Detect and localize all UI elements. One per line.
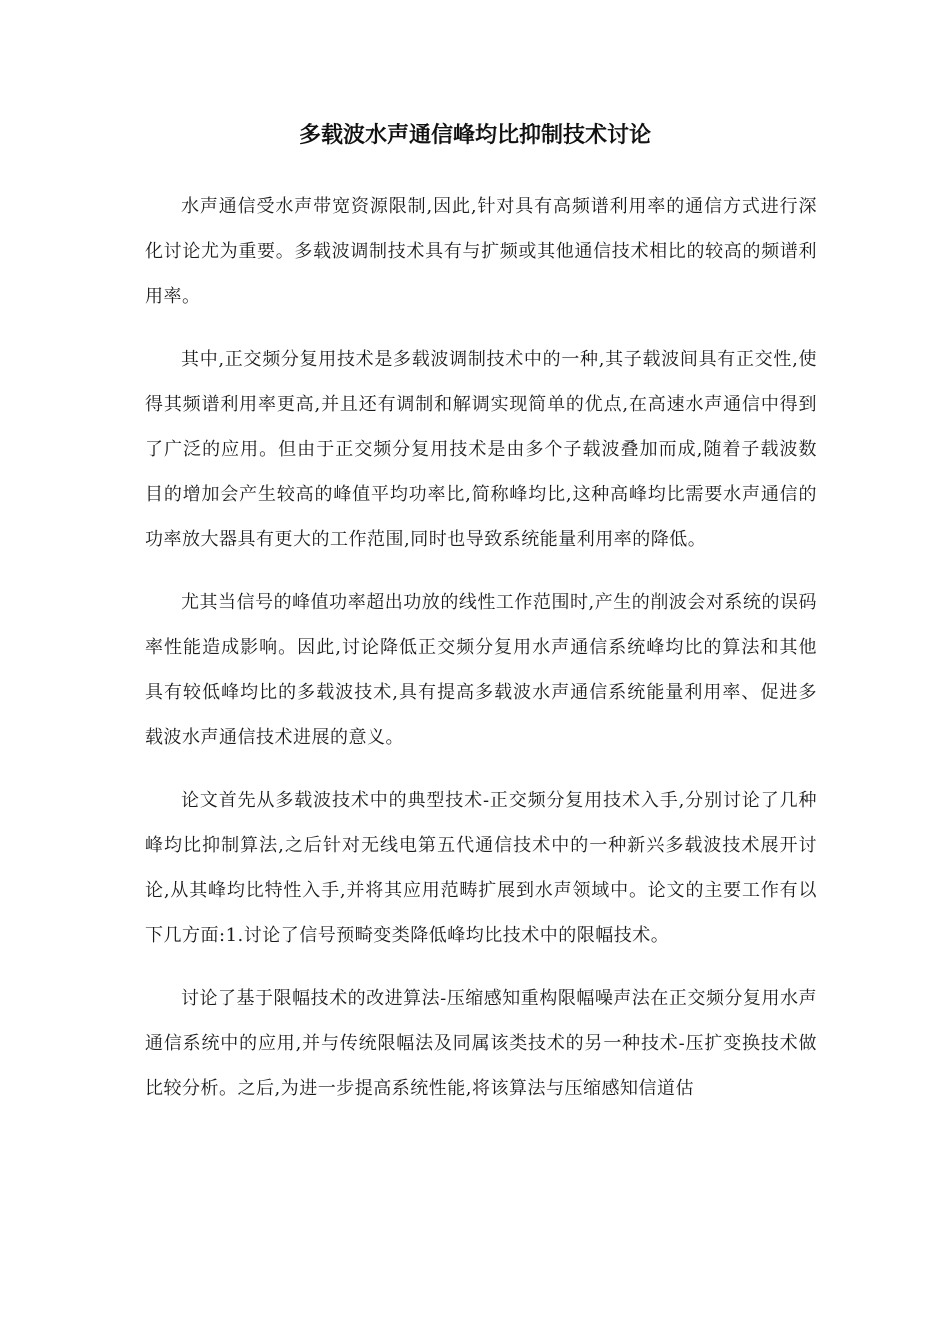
- document-title: 多载波水声通信峰均比抑制技术讨论: [298, 123, 651, 148]
- paragraph-1: 水声通信受水声带宽资源限制,因此,针对具有高频谱利用率的通信方式进行深化讨论尤为重要。多载波调制技术具有与扩频或其他通信技术相比的较高的频谱利用率。: [145, 196, 817, 307]
- paragraph-3: 尤其当信号的峰值功率超出功放的线性工作范围时,产生的削波会对系统的误码率性能造成影响。因此,讨论降低正交频分复用水声通信系统峰均比的算法和其他具有较低峰均比的多载波技术,具有提高多载波水声通信系统能量利用率、促进多载波水声通信技术进展的意义。: [145, 592, 817, 748]
- paragraph-5: 讨论了基于限幅技术的改进算法-压缩感知重构限幅噪声法在正交频分复用水声通信系统中的应用,并与传统限幅法及同属该类技术的另一种技术-压扩变换技术做比较分析。之后,为进一步提高系统性能,将该算法与压缩感知信道估: [145, 988, 817, 1099]
- document-body: [145, 184, 817, 1129]
- paragraph-4: 论文首先从多载波技术中的典型技术-正交频分复用技术入手,分别讨论了几种峰均比抑制算法,之后针对无线电第五代通信技术中的一种新兴多载波技术展开讨论,从其峰均比特性入手,并将其应用范畴扩展到水声领域中。论文的主要工作有以下几方面:1.讨论了信号预畸变类降低峰均比技术中的限幅技术。: [145, 790, 817, 946]
- paragraph-2: 其中,正交频分复用技术是多载波调制技术中的一种,其子载波间具有正交性,使得其频谱利用率更高,并且还有调制和解调实现简单的优点,在高速水声通信中得到了广泛的应用。但由于正交频分复用技术是由多个子载波叠加而成,随着子载波数目的增加会产生较高的峰值平均功率比,简称峰均比,这种高峰均比需要水声通信的功率放大器具有更大的工作范围,同时也导致系统能量利用率的降低。: [145, 349, 817, 550]
